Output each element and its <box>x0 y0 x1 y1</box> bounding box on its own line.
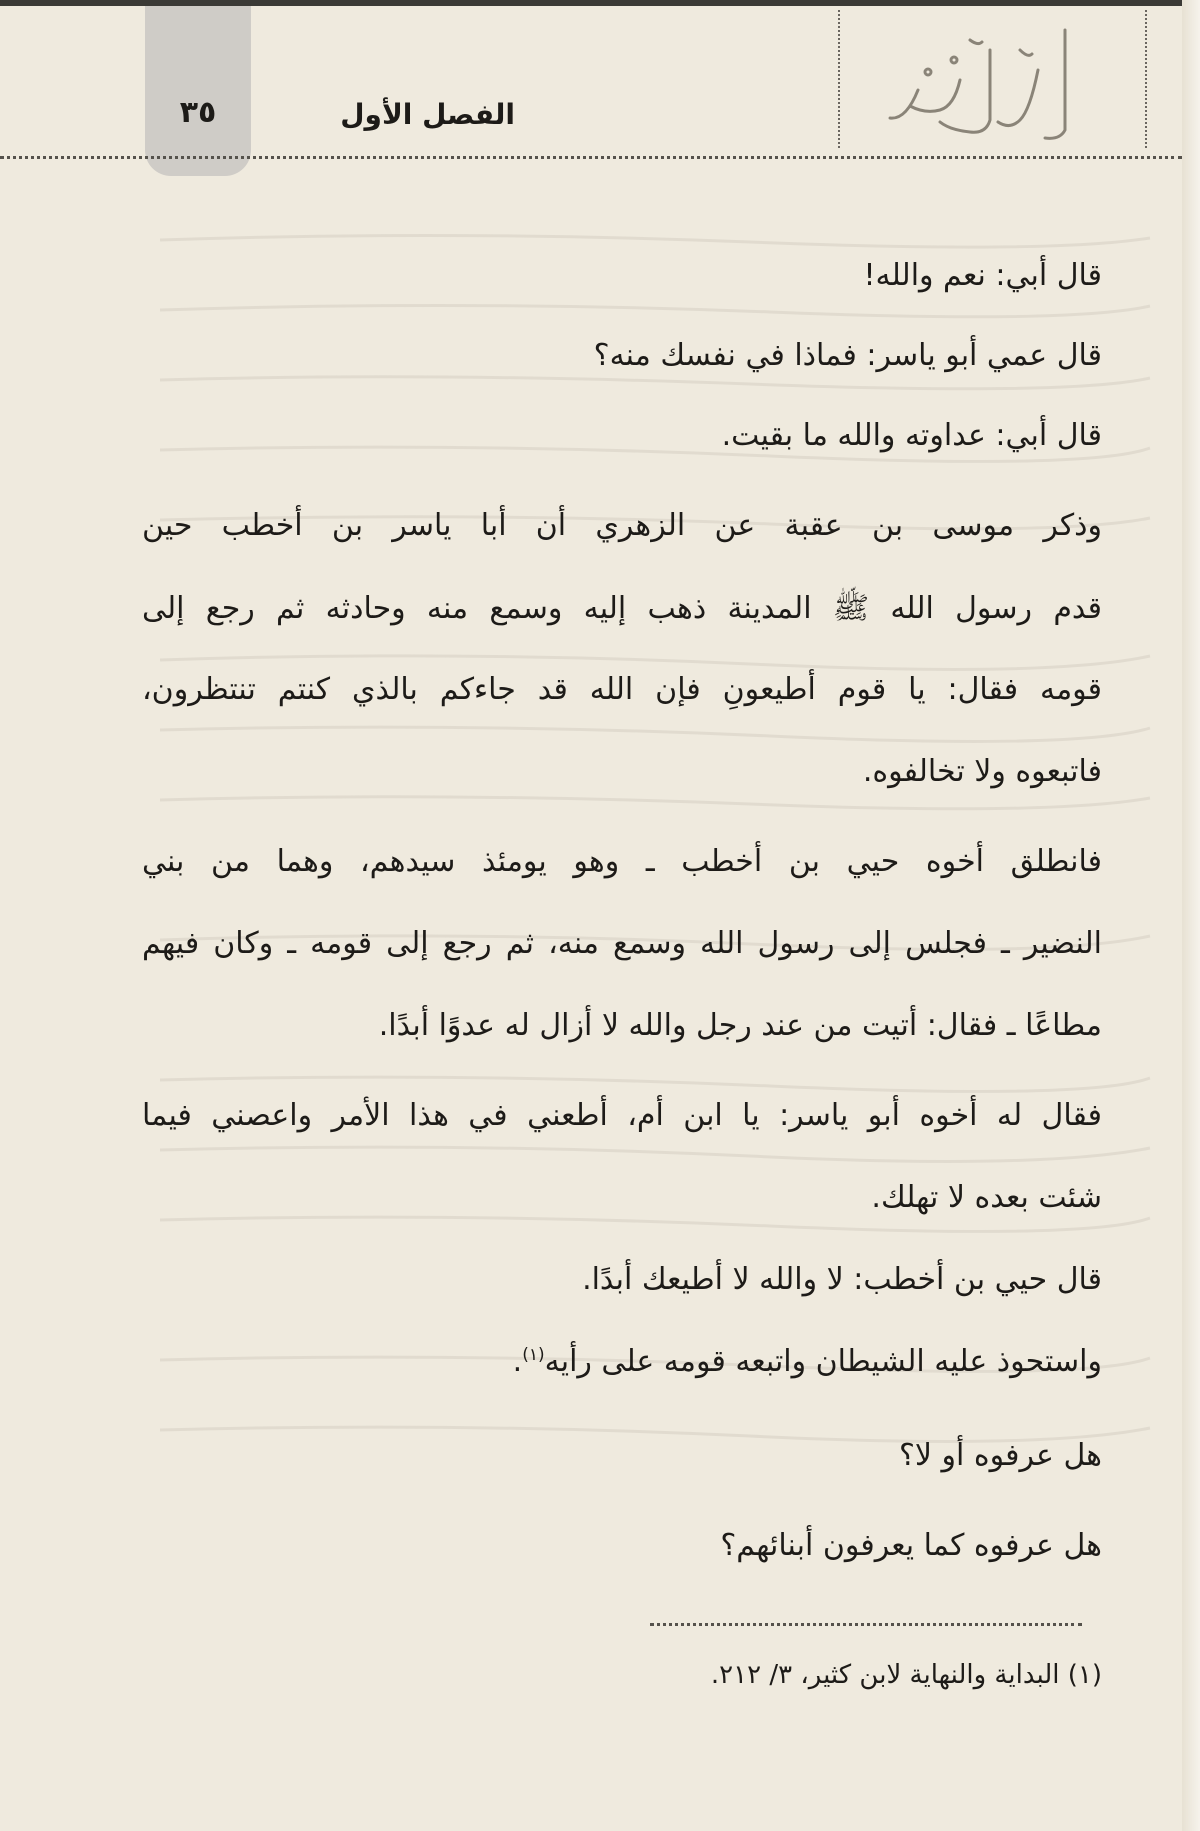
text-line: النضير ـ فجلس إلى رسول الله وسمع منه، ثم رجع إلى قومه ـ وكان فيهم <box>142 926 1102 961</box>
text-line: فقال له أخوه أبو ياسر: يا ابن أم، أطعني في هذا الأمر واعصني فيما <box>142 1098 1102 1133</box>
page-number: ٣٥ <box>179 95 217 130</box>
text-line: قال أبي: نعم والله! <box>863 258 1102 293</box>
text-line: قال أبي: عداوته والله ما بقيت. <box>721 418 1102 453</box>
text-line: شئت بعده لا تهلك. <box>871 1180 1102 1215</box>
text-line: واستحوذ عليه الشيطان واتبعه قومه على رأيه <box>544 1344 1102 1379</box>
text-line: قدم رسول الله ﷺ المدينة ذهب إليه وسمع منه وحادثه ثم رجع إلى <box>142 591 1102 626</box>
header-divider-left <box>838 10 840 148</box>
text-line: فاتبعوه ولا تخالفوه. <box>862 754 1102 789</box>
header-divider-right <box>1145 10 1147 148</box>
book-logo <box>870 10 1100 150</box>
page-edge-shadow <box>1182 0 1200 1831</box>
text-line: هل عرفوه أو لا؟ <box>898 1438 1102 1473</box>
footnote-reference[interactable]: (١) <box>522 1345 545 1365</box>
text-line: قال عمي أبو ياسر: فماذا في نفسك منه؟ <box>593 338 1102 373</box>
text-line: قال حيي بن أخطب: لا والله لا أطيعك أبدًا. <box>582 1262 1102 1297</box>
text-line-with-footnote-ref <box>513 1344 1102 1379</box>
text-line: وذكر موسى بن عقبة عن الزهري أن أبا ياسر بن أخطب حين <box>142 508 1102 543</box>
page-number-tab <box>145 6 251 176</box>
footnote-separator <box>650 1623 1082 1626</box>
text-line: قومه فقال: يا قوم أطيعونِ فإن الله قد جاءكم بالذي كنتم تنتظرون، <box>142 672 1102 707</box>
text-line: فانطلق أخوه حيي بن أخطب ـ وهو يومئذ سيدهم، وهما من بني <box>142 844 1102 879</box>
header-separator <box>0 156 1182 159</box>
text-line: هل عرفوه كما يعرفون أبنائهم؟ <box>720 1528 1102 1563</box>
chapter-title: الفصل الأول <box>340 98 515 131</box>
text-line: مطاعًا ـ فقال: أتيت من عند رجل والله لا أزال له عدوًا أبدًا. <box>378 1008 1102 1043</box>
sentence-end: . <box>512 1344 523 1379</box>
footnote: (١) البداية والنهاية لابن كثير، ٣/ ٢١٢. <box>710 1660 1102 1690</box>
